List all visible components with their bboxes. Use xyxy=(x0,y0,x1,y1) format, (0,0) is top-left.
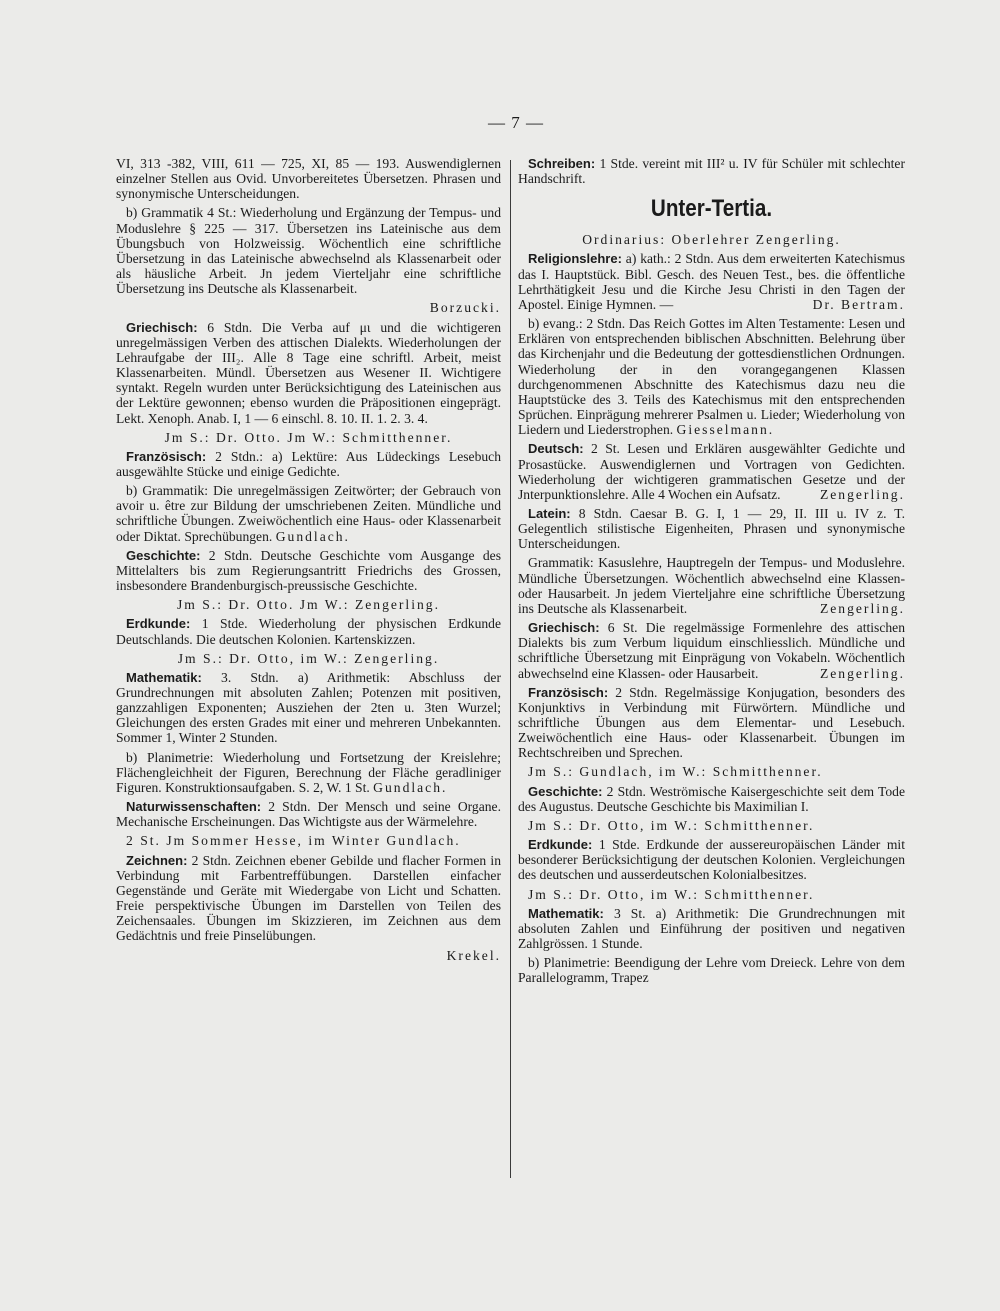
geschichte-signature: Jm S.: Dr. Otto. Jm W.: Zengerling. xyxy=(177,597,440,613)
heading-mathematik-ut: Mathematik: xyxy=(528,905,604,921)
text-schreiben: 1 Stde. vereint mit III² u. IV für Schüler mit schlechter Handschrift. xyxy=(518,156,905,187)
heading-zeichnen: Zeichnen: xyxy=(126,852,188,868)
franzoesisch-signature: Gundlach. xyxy=(275,528,350,544)
text-evangelisch: b) evang.: 2 Stdn. Das Reich Gottes im Alten Testamente: Lesen und Erklären von entsprechenden biblischen Abschnitten. Belehrung über das Kirchenjahr und die Bedeutung der gottesdienstlichen Ordnungen. Wiederholung der in den vorangegangenen Klassen durchgenommenen Abschnitte des Katechismus dazu neu die Hauptstücke des 3. Teils des Katechismus mit den entsprechenden Sprüchen. Einprägung mehrerer Psalmen u. Lieder; Wiederholung von Liedern und Liederstrophen. xyxy=(518,316,905,438)
griechisch-signature: Jm S.: Dr. Otto. Jm W.: Schmitthenner. xyxy=(164,429,453,445)
religion-evangelisch xyxy=(518,316,905,437)
text-latein: 8 Stdn. Caesar B. G. I, 1 — 29, II. III u. IV z. T. Gelegentlich stilistische Eigenheiten, Phrasen und synonymische Unterscheidungen. xyxy=(518,505,905,552)
text-deutsch: 2 St. Lesen und Erklären ausgewählter Gedichte und Prosastücke. Auswendiglernen und Vortragen von Gedichten. Wiederholung der wichtigeren grammatischen Gesetze und der Jnterpunktionslehre. Alle 4 Wochen ein Aufsatz. xyxy=(518,441,905,502)
latin-continuation: VI, 313 -382, VIII, 611 — 725, XI, 85 — 193. Auswendiglernen einzelner Stellen aus Ovid. Unvorbereitetes Übersetzen. Phrasen und synonymische Unterscheidungen. xyxy=(116,156,501,202)
heading-naturwissenschaften: Naturwissenschaften: xyxy=(126,799,262,815)
text-franzoesisch: 2 Stdn.: a) Lektüre: Aus Lüdeckings Lesebuch ausgewählte Stücke und einige Gedichte. xyxy=(116,448,501,479)
heading-erdkunde-ut: Erdkunde: xyxy=(528,837,593,853)
column-divider xyxy=(510,160,511,1178)
text-erdkunde-ut: 1 Stde. Erdkunde der aussereuropäischen Länder mit besonderer Berücksichtigung der deutschen Kolonien. Vergleichungen des deutschen und ausserdeutschen Kolonialbesitzes. xyxy=(518,837,905,883)
section-erdkunde-ut xyxy=(518,837,905,882)
mathematik-ut-planimetrie: b) Planimetrie: Beendigung der Lehre vom Dreieck. Lehre von dem Parallelogramm, Trapez xyxy=(518,955,905,986)
heading-latein: Latein: xyxy=(528,505,571,521)
heading-schreiben: Schreiben: xyxy=(528,156,596,171)
section-griechisch xyxy=(116,320,501,426)
section-erdkunde xyxy=(116,616,501,646)
text-zeichnen: 2 Stdn. Zeichnen ebener Gebilde und flacher Formen in Verbindung mit Farbentreffübungen. Darstellen einfacher Gegenstände und Geräte mit Wiedergabe von Licht und Schatten. Freie perspektivische Übungen im Darstellen von Teilen des Zeichensaales. Übungen im Skizzieren, im Zeichnen aus dem Gedächtnis und freie Pinselübungen. xyxy=(116,852,501,944)
section-geschichte xyxy=(116,548,501,593)
heading-religionslehre: Religionslehre: xyxy=(528,251,622,267)
heading-griechisch: Griechisch: xyxy=(126,319,198,335)
section-zeichnen xyxy=(116,853,501,944)
text-planimetrie: b) Planimetrie: Wiederholung und Fortsetzung der Kreislehre; Flächengleichheit der Figuren, Berechnung der Fläche geradliniger Figuren. Konstruktionsaufgaben. S. 2, W. 1 St. xyxy=(116,749,501,795)
text-griechisch-ut: 6 St. Die regelmässige Formenlehre des attischen Dialekts bis zum Verbum liquidum einschliesslich. Mündliche und schriftliche Übersetzung mit Einprägung von Vokabeln. Wöchentlich abwechselnd eine Klassen- oder Hausarbeit. xyxy=(518,620,906,681)
text-erdkunde: 1 Stde. Wiederholung der physischen Erdkunde Deutschlands. Die deutschen Kolonien. Kartenskizzen. xyxy=(116,616,501,647)
naturwissenschaften-teachers: 2 St. Jm Sommer Hesse, im Winter Gundlach. xyxy=(126,833,461,849)
franzoesisch-grammar xyxy=(116,483,501,544)
text-griechisch: 6 Stdn. Die Verba auf μι und die wichtigeren unregelmässigen Verben des attischen Dialekts. Wiederholungen der Lehraufgabe der III₂. Alle 8 Tage eine schriftl. Arbeit, meist Klassenarbeiten. Mündl. Übersetzen aus Wesener II. Wichtigere syntakt. Regeln wurden unter Berücksichtigung des Lateinischen aus der Lektüre gewonnen; ebenso wurden die Präpositionen eingeprägt. Lekt. Xenoph. Anab. I, 1 — 6 einschl. 8. 10. II. 1. 2. 3. 4. xyxy=(116,319,501,426)
mathematik-signature: Gundlach. xyxy=(373,779,448,795)
latin-grammar: b) Grammatik 4 St.: Wiederholung und Ergänzung der Tempus- und Moduslehre § 225 — 317. Übersetzen ins Lateinische aus dem Übungsbuch von Holzweissig. Wöchentlich eine schriftliche Übersetzung in das Lateinische abwechselnd als Klassenarbeit oder als häusliche Arbeit. Jn jedem Vierteljahr eine schriftliche Übersetzung ins Deutsche als Klassenarbeit. xyxy=(116,205,501,297)
section-schreiben xyxy=(518,156,905,186)
section-franzoesisch-ut xyxy=(518,685,905,761)
section-latein xyxy=(518,506,905,551)
section-mathematik-ut xyxy=(518,906,905,951)
latein-grammatik xyxy=(518,555,905,616)
zeichnen-signature: Krekel. xyxy=(446,947,501,963)
section-religionslehre xyxy=(518,251,905,312)
heading-griechisch-ut: Griechisch: xyxy=(528,620,600,636)
deutsch-signature: Zengerling. xyxy=(819,486,905,502)
erdkunde-ut-signature: Jm S.: Dr. Otto, im W.: Schmitthenner. xyxy=(528,886,815,902)
section-mathematik xyxy=(116,670,501,746)
text-franzoesisch-ut: 2 Stdn. Regelmässige Konjugation, besonders des Konjunktivs in Verbindung mit Fürwörtern. Mündliche und schriftliche Übungen aus dem Elementar- und Lesebuch. Zweiwöchentlich eine Haus- oder Klassenarbeit. Übungen im Rechtschreiben und Sprechen. xyxy=(518,684,905,761)
geschichte-ut-signature: Jm S.: Dr. Otto, im W.: Schmitthenner. xyxy=(528,817,815,833)
heading-geschichte-ut: Geschichte: xyxy=(528,783,603,799)
heading-franzoesisch: Französisch: xyxy=(126,448,207,464)
text-religionslehre: a) kath.: 2 Stdn. Aus dem erweiterten Katechismus das I. Hauptstück. Bibl. Gesch. des Neuen Test., bes. die öffentliche Lehrthätigkeit Jesu und die Kirche Jesu Christi in den Tagen der Apostel. Einige Hymnen. — xyxy=(518,251,906,312)
franzoesisch-ut-signature: Jm S.: Gundlach, im W.: Schmitthenner. xyxy=(528,764,823,780)
erdkunde-signature: Jm S.: Dr. Otto, im W.: Zengerling. xyxy=(177,650,440,666)
heading-franzoesisch-ut: Französisch: xyxy=(528,684,609,700)
text-naturwissenschaften: 2 Stdn. Der Mensch und seine Organe. Mechanische Erscheinungen. Das Wichtigste aus der Wärmelehre. xyxy=(116,799,501,830)
right-column xyxy=(518,156,905,990)
text-geschichte: 2 Stdn. Deutsche Geschichte vom Ausgange des Mittelalters bis zum Regierungsantritt Friedrichs des Grossen, insbesondere Brandenburgisch-preussische Geschichte. xyxy=(116,547,501,594)
latein-signature: Zengerling. xyxy=(819,600,905,616)
griechisch-ut-signature: Zengerling. xyxy=(819,665,905,681)
text-franzoesisch-grammar: b) Grammatik: Die unregelmässigen Zeitwörter; der Gebrauch von avoir u. être zur Bildung der umschriebenen Zeiten. Mündliche und schriftliche Übungen. Zweiwöchentlich eine Haus- oder Klassenarbeit oder Diktat. Sprechübungen. xyxy=(116,483,501,544)
text-geschichte-ut: 2 Stdn. Weströmische Kaisergeschichte seit dem Tode des Augustus. Deutsche Geschichte bis Maximilian I. xyxy=(518,783,905,814)
latin-signature: Borzucki. xyxy=(429,300,501,316)
section-franzoesisch xyxy=(116,449,501,479)
section-deutsch xyxy=(518,441,905,502)
mathematik-planimetrie xyxy=(116,750,501,795)
heading-mathematik: Mathematik: xyxy=(126,669,202,685)
heading-erdkunde: Erdkunde: xyxy=(126,616,191,632)
ordinarius-line: Ordinarius: Oberlehrer Zengerling. xyxy=(582,232,841,248)
evangelisch-signature: Giesselmann. xyxy=(676,422,775,438)
religionslehre-signature: Dr. Bertram. xyxy=(812,296,905,312)
section-geschichte-ut xyxy=(518,784,905,814)
text-mathematik: 3. Stdn. a) Arithmetik: Abschluss der Grundrechnungen mit absoluten Zahlen; Potenzen mit positiven, ganzzahligen Exponenten; Ausziehen der 2ten u. 3ten Wurzel; Gleichungen des ersten Grades mit einer und mehreren Unbekannten. Sommer 1, Winter 2 Stunden. xyxy=(116,669,501,746)
class-title: Unter-Tertia. xyxy=(650,195,773,223)
section-griechisch-ut xyxy=(518,620,905,681)
section-naturwissenschaften xyxy=(116,799,501,829)
text-latein-grammatik: Grammatik: Kasuslehre, Hauptregeln der Tempus- und Moduslehre. Mündliche Übersetzungen. Wöchentlich abwechselnd eine Klassen- oder Hausarbeit. Jn jedem Vierteljahre eine schriftliche Übersetzung ins Deutsche als Klassenarbeit. xyxy=(518,555,905,616)
heading-geschichte: Geschichte: xyxy=(126,547,201,563)
text-mathematik-ut: 3 St. a) Arithmetik: Die Grundrechnungen mit absoluten Zahlen und Einführung der positiven und negativen Zahlgrössen. 1 Stunde. xyxy=(518,905,906,952)
page-number: — 7 — xyxy=(488,113,544,132)
heading-deutsch: Deutsch: xyxy=(528,441,584,457)
left-column xyxy=(116,156,501,967)
